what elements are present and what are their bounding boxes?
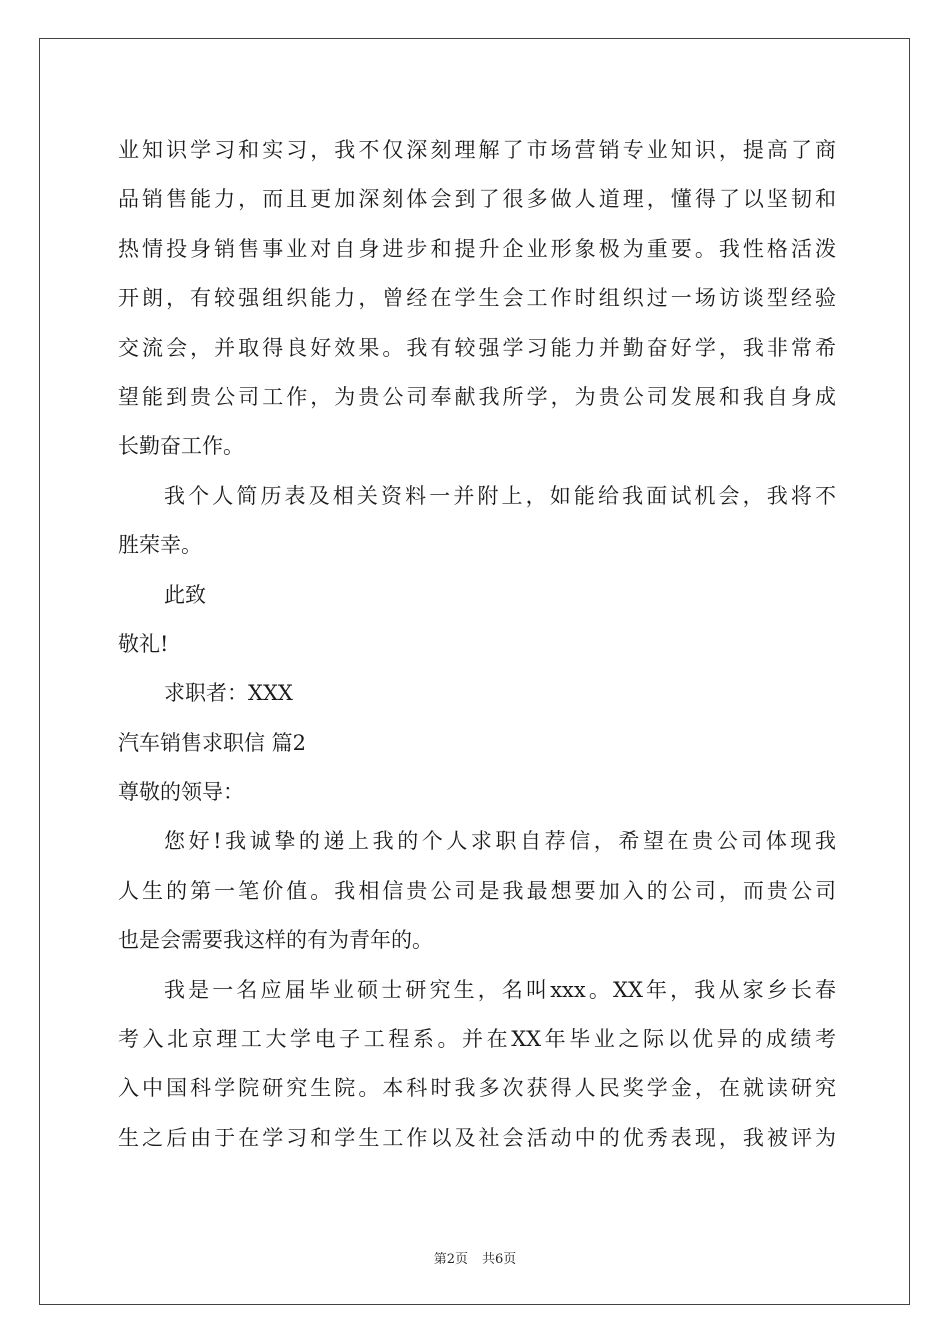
text-line: 热情投身销售事业对自身进步和提升企业形象极为重要。我性格活泼 xyxy=(118,236,836,261)
page-number-current: 第2页 xyxy=(433,1252,468,1267)
text-line: 我是一名应届毕业硕士研究生，名叫xxx。XX年，我从家乡长春 xyxy=(164,977,836,1002)
text-line: 品销售能力，而且更加深刻体会到了很多做人道理，懂得了以坚韧和 xyxy=(118,187,836,212)
text-line: 生之后由于在学习和学生工作以及社会活动中的优秀表现，我被评为 xyxy=(118,1125,836,1150)
closing-salutation: 此致 xyxy=(164,582,206,607)
text-line: 人生的第一笔价值。我相信贵公司是我最想要加入的公司，而贵公司 xyxy=(118,878,836,903)
text-line: 考入北京理工大学电子工程系。并在XX年毕业之际以优异的成绩考 xyxy=(118,1027,836,1052)
page-footer xyxy=(0,1248,950,1267)
text-line: 交流会，并取得良好效果。我有较强学习能力并勤奋好学，我非常希 xyxy=(118,335,836,360)
text-line: 入中国科学院研究生院。本科时我多次获得人民奖学金，在就读研究 xyxy=(118,1076,836,1101)
text-line: 您好!我诚挚的递上我的个人求职自荐信，希望在贵公司体现我 xyxy=(164,829,836,854)
text-line: 胜荣幸。 xyxy=(118,533,202,558)
text-line: 开朗，有较强组织能力，曾经在学生会工作时组织过一场访谈型经验 xyxy=(118,286,836,311)
signature-line: 求职者：XXX xyxy=(164,681,293,706)
text-line: 也是会需要我这样的有为青年的。 xyxy=(118,928,433,953)
page-number-total: 共6页 xyxy=(482,1252,517,1267)
section-heading: 汽车销售求职信 篇2 xyxy=(118,730,307,755)
greeting: 尊敬的领导： xyxy=(118,780,244,805)
closing-regards: 敬礼! xyxy=(118,631,169,656)
text-line: 长勤奋工作。 xyxy=(118,434,244,459)
text-line: 业知识学习和实习，我不仅深刻理解了市场营销专业知识，提高了商 xyxy=(118,138,836,162)
text-line: 我个人简历表及相关资料一并附上，如能给我面试机会，我将不 xyxy=(164,483,836,508)
text-line: 望能到贵公司工作，为贵公司奉献我所学，为贵公司发展和我自身成 xyxy=(118,384,836,409)
document-body xyxy=(118,126,836,1163)
